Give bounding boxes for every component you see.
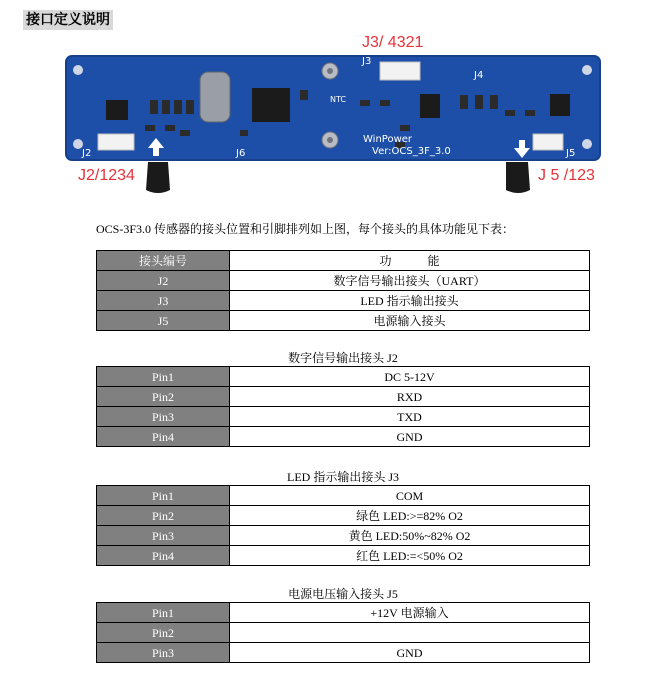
j3-connector	[380, 62, 420, 80]
pin-value: GND	[230, 427, 590, 447]
table-row	[97, 526, 590, 546]
board-brand: WinPower	[363, 134, 413, 145]
table-row	[97, 407, 590, 427]
j2-callout-label: J2/1234	[78, 167, 135, 184]
silk-j5: J5	[566, 148, 576, 159]
ic-chip	[420, 94, 440, 118]
pin-key: Pin1	[97, 486, 230, 506]
cable-right	[506, 162, 530, 193]
pin-value: GND	[230, 643, 590, 663]
row-key: J5	[97, 311, 230, 331]
sensor-board-photo	[0, 30, 655, 198]
ic-chip	[106, 100, 128, 120]
j5-pin-table	[96, 602, 590, 663]
silk-j3: J3	[362, 56, 372, 67]
j5-callout-label: J 5 /123	[538, 167, 595, 184]
j5-caption: 电源电压输入接头 J5	[288, 587, 398, 601]
pin-key: Pin1	[97, 603, 230, 623]
j2-connector	[98, 134, 134, 150]
crystal	[200, 72, 230, 122]
pin-value: RXD	[230, 387, 590, 407]
mount-hole	[73, 65, 83, 75]
table-row	[97, 603, 590, 623]
row-value: 数字信号输出接头（UART）	[230, 271, 590, 291]
pin-key: Pin2	[97, 623, 230, 643]
header-key: 接头编号	[97, 251, 230, 271]
table-row	[97, 387, 590, 407]
pin-value: TXD	[230, 407, 590, 427]
silk-j4: J4	[474, 70, 484, 81]
pin-key: Pin1	[97, 367, 230, 387]
pin-value: DC 5-12V	[230, 367, 590, 387]
table-row	[97, 367, 590, 387]
row-value: LED 指示输出接头	[230, 291, 590, 311]
table-row	[97, 546, 590, 566]
pin-key: Pin4	[97, 546, 230, 566]
row-key: J2	[97, 271, 230, 291]
table-row	[97, 643, 590, 663]
pin-value: 黄色 LED:50%~82% O2	[230, 526, 590, 546]
pin-key: Pin3	[97, 407, 230, 427]
row-value: 电源输入接头	[230, 311, 590, 331]
pin-value: 红色 LED:=<50% O2	[230, 546, 590, 566]
j5-connector	[533, 134, 563, 150]
mcu-chip	[252, 88, 290, 122]
board-version: Ver:OCS_3F_3.0	[372, 146, 451, 157]
j2-caption: 数字信号输出接头 J2	[288, 351, 398, 365]
table-row	[97, 291, 590, 311]
pin-value	[230, 623, 590, 643]
table-row	[97, 427, 590, 447]
mount-hole	[582, 139, 592, 149]
table-row	[97, 623, 590, 643]
header-value: 功 能	[230, 251, 590, 271]
section-title: 接口定义说明	[23, 10, 113, 30]
j3-callout-label: J3/ 4321	[362, 34, 424, 51]
intro-text: OCS-3F3.0 传感器的接头位置和引脚排列如上图，每个接头的具体功能见下表：	[96, 222, 515, 236]
row-key: J3	[97, 291, 230, 311]
table-row	[97, 271, 590, 291]
pin-value: 绿色 LED:>=82% O2	[230, 506, 590, 526]
silk-j6: J6	[236, 148, 246, 159]
pin-key: Pin2	[97, 387, 230, 407]
pin-key: Pin3	[97, 526, 230, 546]
j2-pin-table	[96, 366, 590, 447]
connector-overview-table	[96, 250, 590, 331]
silk-ntc: NTC	[330, 95, 346, 104]
table-row	[97, 506, 590, 526]
cable-left	[146, 162, 170, 193]
j3-caption: LED 指示输出接头 J3	[287, 470, 399, 484]
table-row	[97, 311, 590, 331]
ic-chip	[550, 94, 570, 116]
pin-key: Pin3	[97, 643, 230, 663]
pin-key: Pin4	[97, 427, 230, 447]
mount-hole	[582, 65, 592, 75]
table-row	[97, 486, 590, 506]
j3-pin-table	[96, 485, 590, 566]
table-header-row	[97, 251, 590, 271]
pin-key: Pin2	[97, 506, 230, 526]
silk-j2: J2	[82, 148, 92, 159]
pin-value: +12V 电源输入	[230, 603, 590, 623]
pin-value: COM	[230, 486, 590, 506]
